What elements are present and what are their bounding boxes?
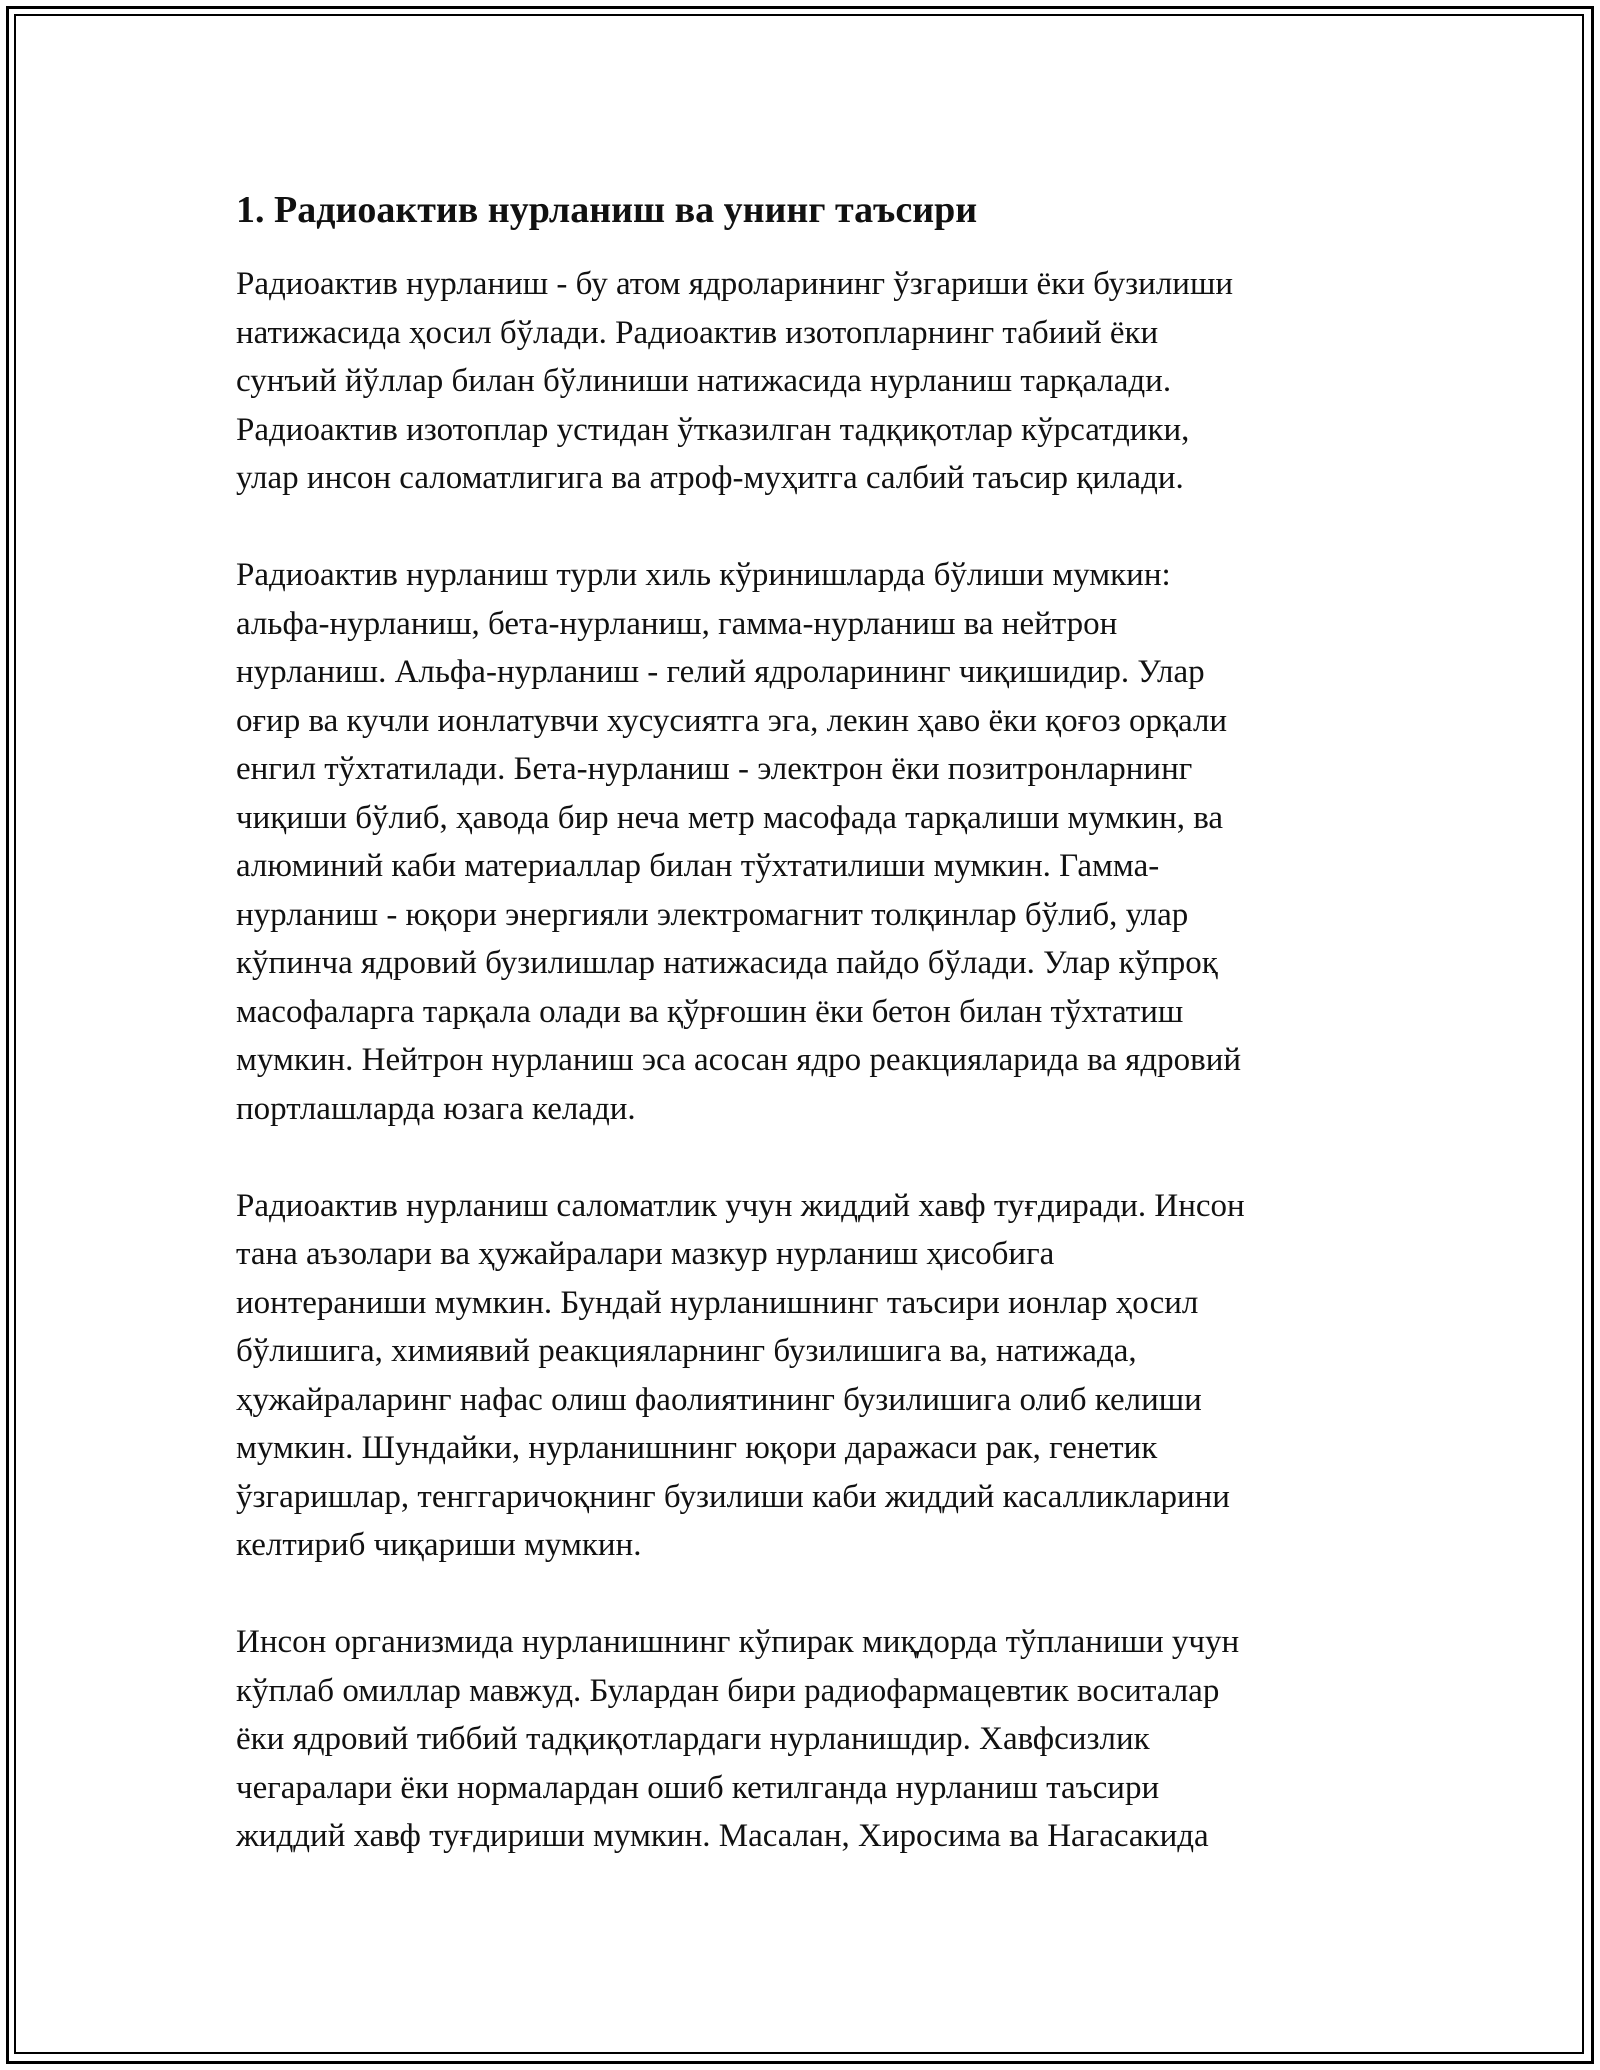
document-body	[236, 186, 1396, 1909]
paragraph-4: Инсон организмида нурланишнинг кўпирак миқдорда тўпланиши учун кўплаб омиллар мавжуд. Булардан бири радиофармацевтик воситалар ёки ядровий тиббий тадқиқотлардаги нурланишдир. Хавфсизлик чегаралари ёки нормалардан ошиб кетилганда нурланиш таъсири жиддий хавф туғдириши мумкин. Масалан, Хиросима ва Нагасакида	[236, 1624, 1240, 1854]
paragraph-3: Радиоактив нурланиш саломатлик учун жиддий хавф туғдиради. Инсон тана аъзолари ва ҳужайралари мазкур нурланиш ҳисобига ионтераниши мумкин. Бундай нурланишнинг таъсири ионлар ҳосил бўлишига, химиявий реакцияларнинг бузилишига ва, натижада, ҳужайраларинг нафас олиш фаолиятининг бузилишига олиб келиши мумкин. Шундайки, нурланишнинг юқори даражаси рак, генетик ўзгаришлар, тенггаричоқнинг бузилиши каби жиддий касалликларини келтириб чиқариши мумкин.	[236, 1187, 1245, 1563]
paragraph-1: Радиоактив нурланиш - бу атом ядроларининг ўзгариши ёки бузилиши натижасида ҳосил бўлади. Радиоактив изотопларнинг табиий ёки сунъий йўллар билан бўлиниши натижасида нурланиш тарқалади. Радиоактив изотоплар устидан ўтказилган тадқиқотлар кўрсатдики, улар инсон саломатлигига ва атроф-муҳитга салбий таъсир қилади.	[236, 266, 1234, 496]
section-heading: 1. Радиоактив нурланиш ва унинг таъсири	[236, 189, 978, 231]
paragraph-2: Радиоактив нурланиш турли хиль кўринишларда бўлиши мумкин: альфа-нурланиш, бета-нурланиш, гамма-нурланиш ва нейтрон нурланиш. Альфа-нурланиш - гелий ядроларининг чиқишидир. Улар оғир ва кучли ионлатувчи хусусиятга эга, лекин ҳаво ёки қоғоз орқали енгил тўхтатилади. Бета-нурланиш - электрон ёки позитронларнинг чиқиши бўлиб, ҳавода бир неча метр масофада тарқалиши мумкин, ва алюминий каби материаллар билан тўхтатилиши мумкин. Гамма- нурланиш - юқори энергияли электромагнит толқинлар бўлиб, улар кўпинча ядровий бузилишлар натижасида пайдо бўлади. Улар кўпроқ масофаларга тарқала олади ва қўрғошин ёки бетон билан тўхтатиш мумкин. Нейтрон нурланиш эса асосан ядро реакцияларида ва ядровий портлашларда юзага келади.	[236, 557, 1242, 1127]
